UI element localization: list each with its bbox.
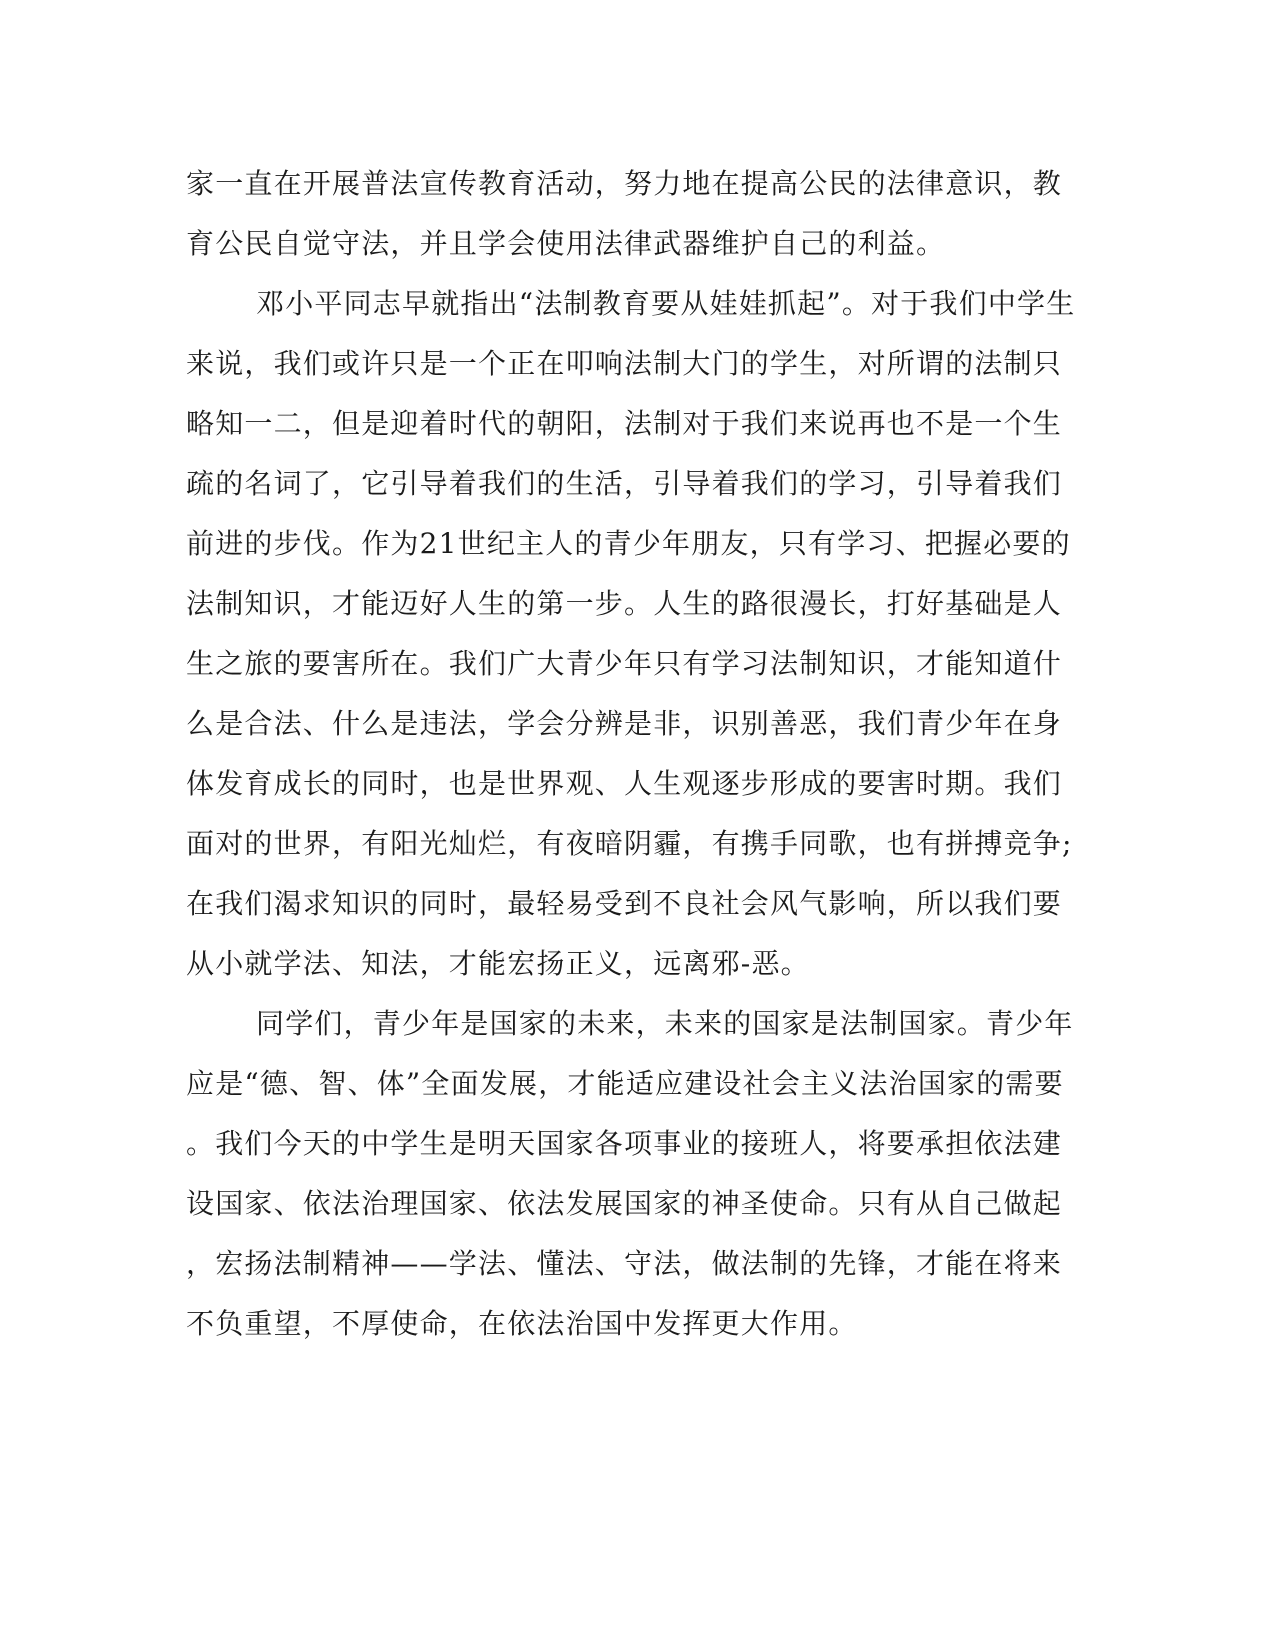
text-line: 疏的名词了，它引导着我们的生活，引导着我们的学习，引导着我们 — [186, 467, 1063, 500]
text-line: 不负重望，不厚使命，在依法治国中发挥更大作用。 — [186, 1307, 858, 1340]
text-line: 在我们渴求知识的同时，最轻易受到不良社会风气影响，所以我们要 — [186, 887, 1063, 920]
paragraph-1 — [186, 154, 1066, 274]
text-line: 家一直在开展普法宣传教育活动，努力地在提高公民的法律意识，教 — [186, 167, 1063, 200]
paragraph-3 — [186, 994, 1074, 1354]
text-line: 应是“德、智、体”全面发展，才能适应建设社会主义法治国家的需要 — [186, 1067, 1064, 1100]
text-line: 育公民自觉守法，并且学会使用法律武器维护自己的利益。 — [186, 227, 946, 260]
text-line: 。我们今天的中学生是明天国家各项事业的接班人，将要承担依法建 — [186, 1127, 1063, 1160]
text-line: 设国家、依法治理国家、依法发展国家的神圣使命。只有从自己做起 — [186, 1187, 1063, 1220]
text-line: 体发育成长的同时，也是世界观、人生观逐步形成的要害时期。我们 — [186, 767, 1063, 800]
text-line-indented: 同学们，青少年是国家的未来，未来的国家是法制国家。青少年 — [256, 1007, 1074, 1040]
text-line: 么是合法、什么是违法，学会分辨是非，识别善恶，我们青少年在身 — [186, 707, 1063, 740]
text-line: 生之旅的要害所在。我们广大青少年只有学习法制知识，才能知道什 — [186, 647, 1063, 680]
text-line: 来说，我们或许只是一个正在叩响法制大门的学生，对所谓的法制只 — [186, 347, 1063, 380]
text-line-indented: 邓小平同志早就指出“法制教育要从娃娃抓起”。对于我们中学生 — [256, 287, 1076, 320]
body-text — [186, 154, 1076, 1354]
text-line: 前进的步伐。作为21世纪主人的青少年朋友，只有学习、把握必要的 — [186, 527, 1071, 560]
text-line: 法制知识，才能迈好人生的第一步。人生的路很漫长，打好基础是人 — [186, 587, 1063, 620]
text-line: 从小就学法、知法，才能宏扬正义，远离邪-恶。 — [186, 947, 810, 980]
text-line: ，宏扬法制精神——学法、懂法、守法，做法制的先锋，才能在将来 — [186, 1247, 1063, 1280]
text-line: 面对的世界，有阳光灿烂，有夜暗阴霾，有携手同歌，也有拼搏竞争; — [186, 827, 1073, 860]
paragraph-2 — [186, 274, 1076, 994]
text-line: 略知一二，但是迎着时代的朝阳，法制对于我们来说再也不是一个生 — [186, 407, 1063, 440]
